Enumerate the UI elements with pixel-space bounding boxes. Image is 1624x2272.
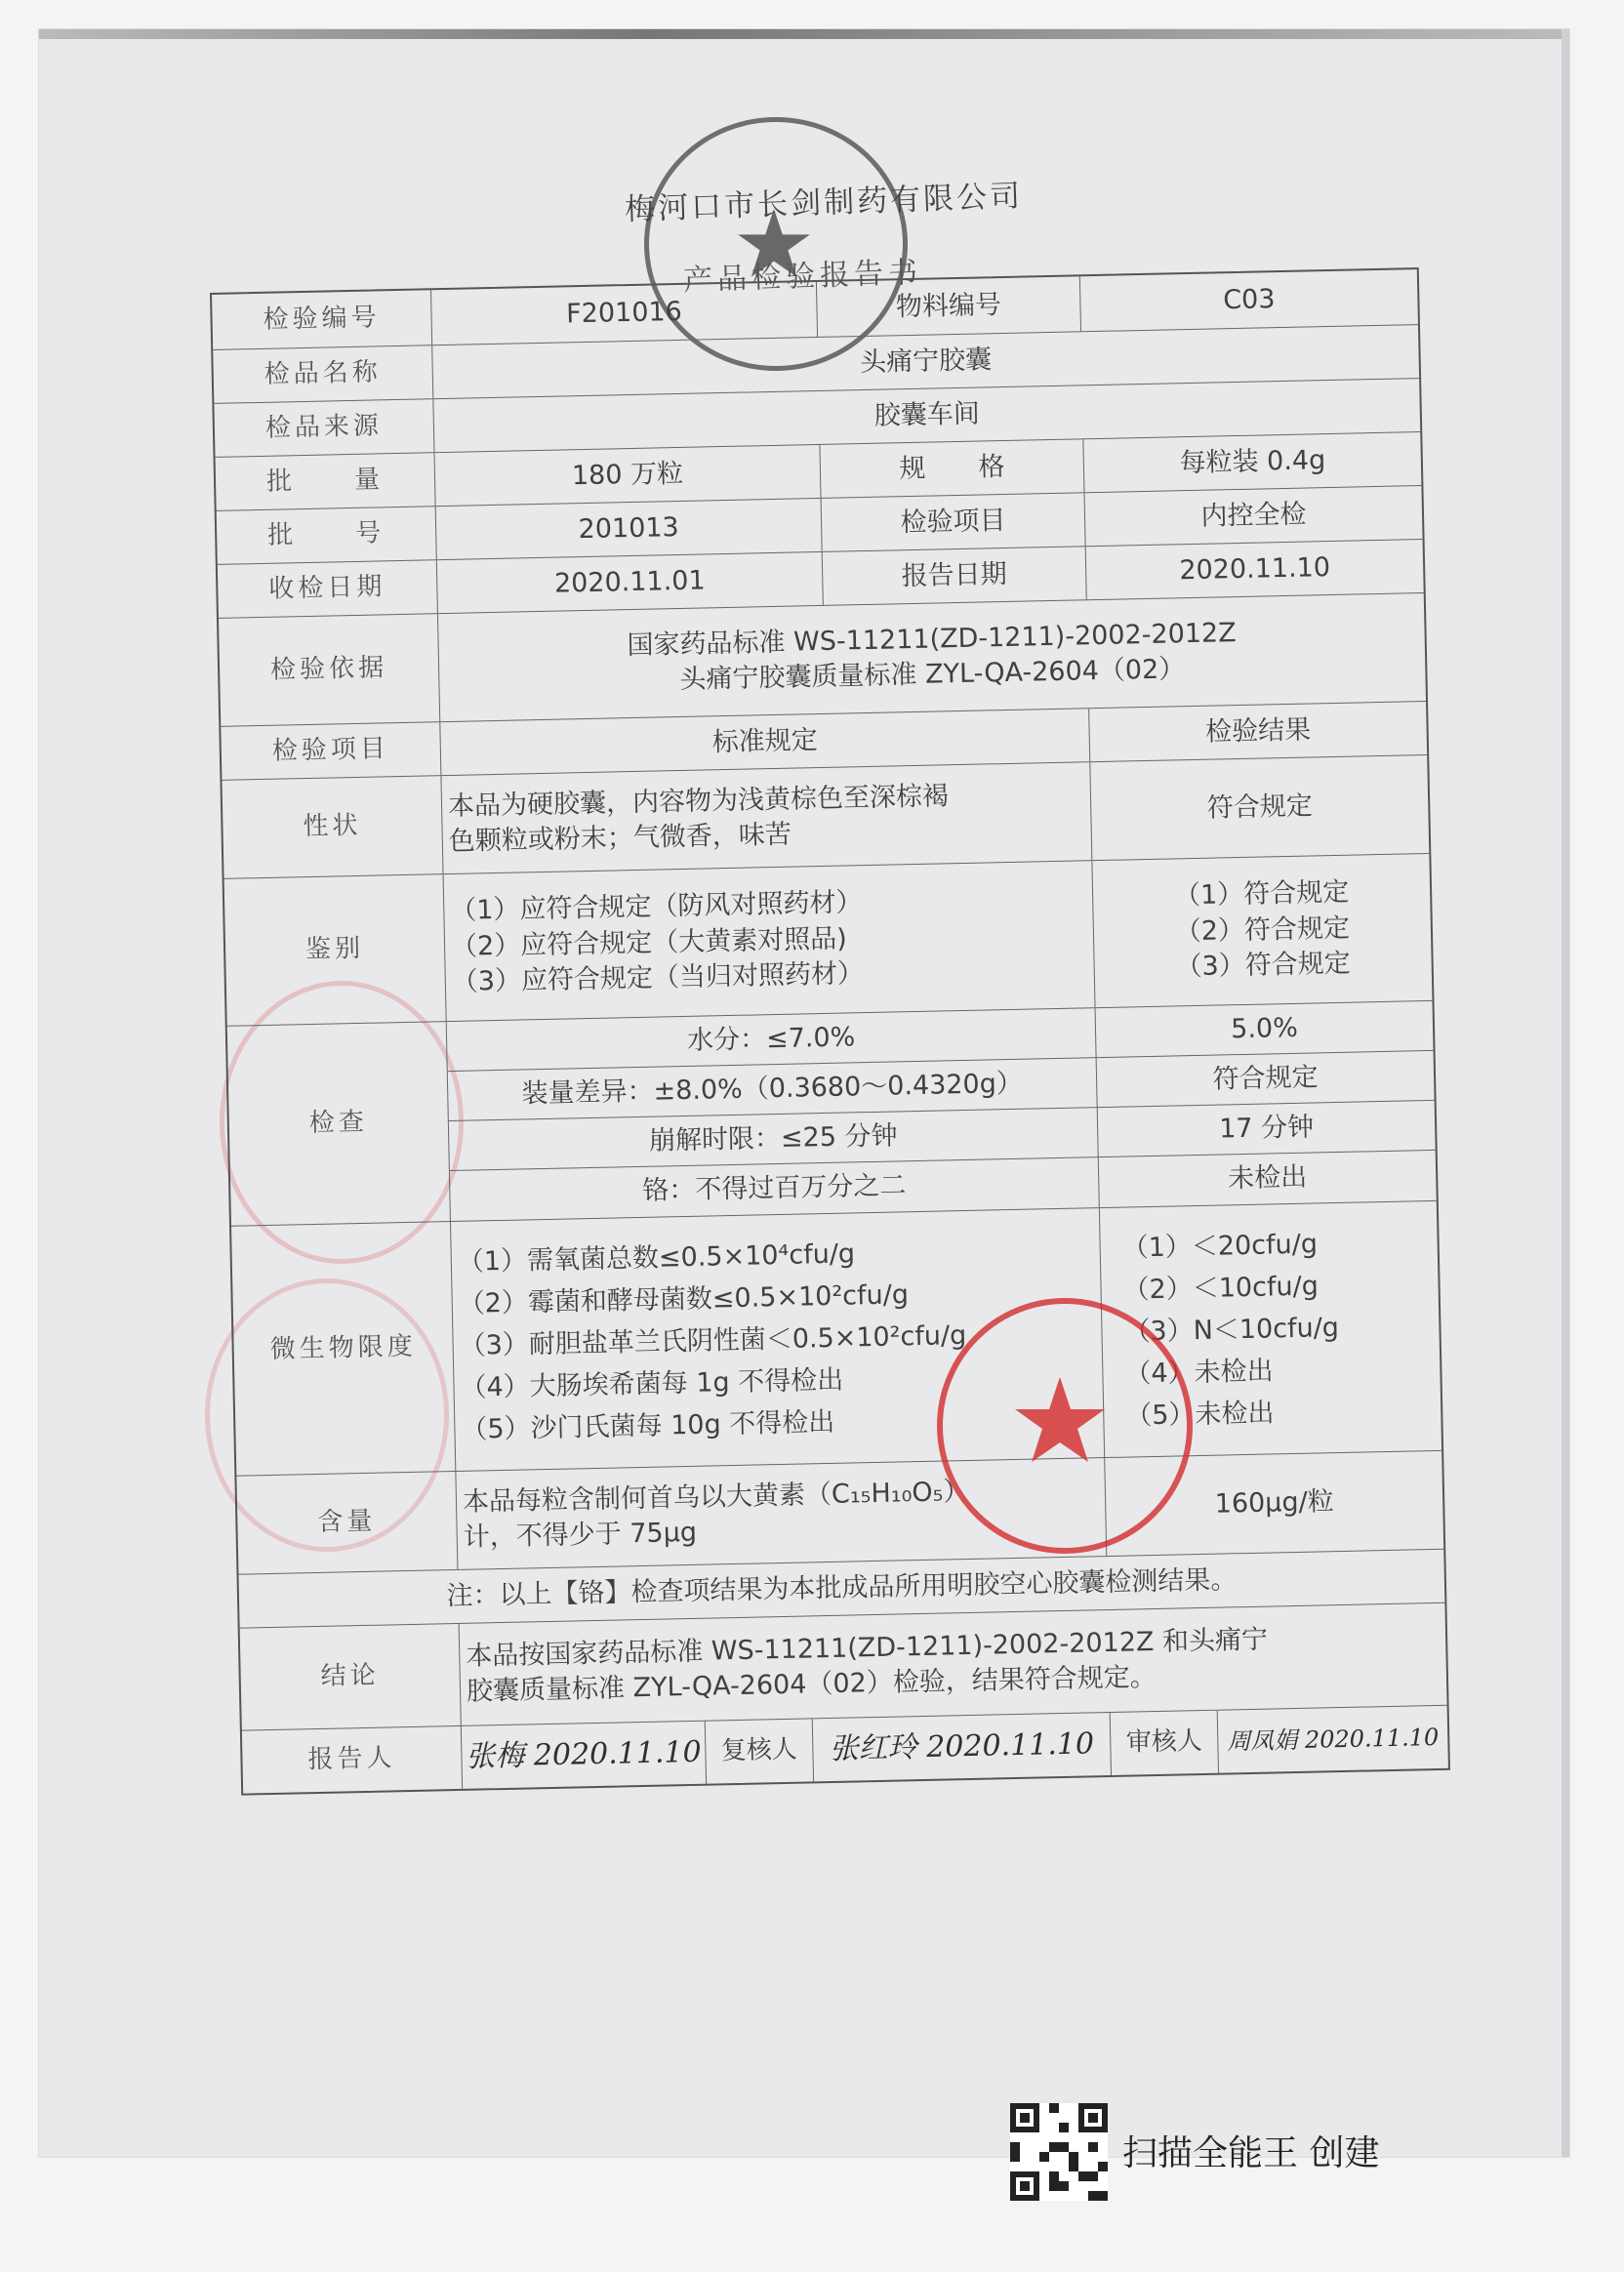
batch-no-label: 批 号 — [217, 507, 437, 564]
auditor-signature: 周凤娟 2020.11.10 — [1226, 1723, 1440, 1756]
qr-code-icon — [1010, 2103, 1108, 2201]
material-no-value: C03 — [1222, 283, 1276, 316]
check-label: 检查 — [227, 1022, 451, 1226]
content-std-line-2: 计，不得少于 75μg — [463, 1517, 698, 1553]
chromium-note: 注：以上【铬】检查项结果为本批成品所用明胶空心胶囊检测结果。 — [446, 1564, 1238, 1611]
appearance-result: 符合规定 — [1206, 791, 1314, 824]
conclusion-label: 结论 — [240, 1624, 462, 1730]
reviewer-signature-cell — [813, 1713, 1112, 1781]
content-result: 160μg/粒 — [1214, 1485, 1334, 1520]
identify-result-line: （2）符合规定 — [1174, 913, 1351, 948]
spec-label: 规 格 — [820, 439, 1084, 498]
spec-value: 每粒装 0.4g — [1179, 444, 1326, 479]
conclusion-line-1: 本品按国家药品标准 WS-11211(ZD-1211)-2002-2012Z 和头痛宁 — [465, 1624, 1269, 1672]
auditor-signature-cell — [1218, 1706, 1448, 1773]
col-item-header: 检验项目 — [221, 722, 441, 780]
col-result-header: 检验结果 — [1204, 714, 1312, 748]
appearance-standard — [441, 762, 1092, 873]
inspection-no-label: 检验编号 — [212, 290, 432, 349]
identify-std-line: （1）应符合规定（防风对照药材） — [450, 887, 863, 927]
batch-size-label: 批 量 — [216, 453, 436, 510]
content-label: 含量 — [236, 1472, 458, 1574]
auditor-label: 审核人 — [1111, 1711, 1219, 1775]
source-value: 胶囊车间 — [873, 398, 981, 431]
basis-line-1: 国家药品标准 WS-11211(ZD-1211)-2002-2012Z — [627, 617, 1237, 661]
company-name: 梅河口市长剑制药有限公司 — [624, 178, 1024, 228]
source-label: 检品来源 — [214, 399, 434, 457]
micro-std-line: （4）大肠埃希菌每 1g 不得检出 — [460, 1364, 844, 1403]
material-no-label: 物料编号 — [817, 276, 1081, 337]
check-item-result: 17 分钟 — [1218, 1112, 1315, 1145]
micro-result-line: （3）N＜10cfu/g — [1123, 1312, 1340, 1348]
reviewer-signature: 张红玲 2020.11.10 — [829, 1726, 1095, 1766]
inspection-no-value: F201016 — [431, 282, 818, 345]
conclusion-text — [460, 1603, 1447, 1725]
conclusion-line-2: 胶囊质量标准 ZYL-QA-2604（02）检验，结果符合规定。 — [466, 1662, 1157, 1707]
receive-date-label: 收检日期 — [218, 560, 438, 618]
micro-result-line: （5）未检出 — [1124, 1398, 1275, 1432]
check-item-standard: 水分：≤7.0% — [447, 1008, 1097, 1072]
item-value: 内控全检 — [1200, 499, 1307, 532]
company-seal-red — [937, 1298, 1193, 1554]
micro-result-line: （2）＜10cfu/g — [1122, 1271, 1320, 1306]
micro-std-line: （3）耐胆盐革兰氏阴性菌＜0.5×10²cfu/g — [459, 1319, 967, 1361]
micro-label: 微生物限度 — [231, 1222, 456, 1476]
identify-std-line: （3）应符合规定（当归对照药材） — [451, 958, 865, 998]
check-item-standard: 装量差异：±8.0%（0.3680～0.4320g） — [448, 1058, 1098, 1121]
basis-label: 检验依据 — [219, 614, 440, 726]
batch-size-value: 180 万粒 — [434, 445, 821, 506]
reviewer-label: 复核人 — [706, 1719, 814, 1783]
check-item-result: 5.0% — [1230, 1012, 1299, 1045]
identify-result-line: （3）符合规定 — [1175, 948, 1352, 983]
product-name-label: 检品名称 — [213, 345, 433, 403]
reporter-signature: 张梅 2020.11.10 — [465, 1734, 702, 1774]
table-row — [231, 1201, 1441, 1477]
identify-result — [1092, 854, 1432, 1007]
scan-edge-shadow — [39, 29, 1562, 39]
item-label: 检验项目 — [822, 493, 1086, 551]
identify-std-line: （2）应符合规定（大黄素对照品) — [450, 923, 848, 962]
basis-value — [438, 593, 1426, 721]
appearance-std-line-1: 本品为硬胶囊，内容物为浅黄棕色至深棕褐 — [447, 780, 950, 822]
report-date-value: 2020.11.10 — [1179, 551, 1331, 587]
product-name-value: 头痛宁胶囊 — [859, 345, 993, 378]
batch-no-value: 201013 — [436, 499, 823, 559]
report-title: 产品检验报告书 — [682, 255, 923, 299]
check-item-standard: 铬：不得过百万分之二 — [450, 1157, 1100, 1221]
table-row — [224, 854, 1433, 1027]
check-item-standard: 崩解时限：≤25 分钟 — [449, 1108, 1099, 1171]
micro-result-line: （4）未检出 — [1124, 1356, 1274, 1390]
check-items — [447, 1001, 1437, 1221]
content-std-line-1: 本品每粒含制何首乌以大黄素（C₁₅H₁₀O₅） — [462, 1476, 970, 1518]
micro-std-line: （5）沙门氏菌每 10g 不得检出 — [461, 1407, 835, 1446]
receive-date-value: 2020.11.01 — [437, 552, 824, 613]
identify-result-line: （1）符合规定 — [1173, 877, 1350, 912]
appearance-std-line-2: 色颗粒或粉末；气微香，味苦 — [448, 819, 792, 857]
seal-star-icon — [1011, 1372, 1109, 1470]
micro-result-line: （1）＜20cfu/g — [1121, 1228, 1319, 1264]
reporter-label: 报告人 — [242, 1726, 463, 1794]
micro-std-line: （1）需氧菌总数≤0.5×10⁴cfu/g — [457, 1237, 856, 1278]
report-date-label: 报告日期 — [823, 547, 1087, 605]
identify-standard — [444, 861, 1096, 1021]
table-row — [227, 1001, 1437, 1227]
check-item-result: 符合规定 — [1212, 1062, 1319, 1095]
identify-label: 鉴别 — [224, 874, 447, 1026]
check-item-result: 未检出 — [1227, 1161, 1308, 1195]
scanner-watermark: 扫描全能王 创建 — [1122, 2133, 1380, 2173]
reporter-signature-cell — [462, 1722, 707, 1789]
basis-line-2: 头痛宁胶囊质量标准 ZYL-QA-2604（02） — [679, 654, 1186, 695]
inspection-table — [210, 267, 1450, 1796]
micro-std-line: （2）霉菌和酵母菌数≤0.5×10²cfu/g — [458, 1278, 910, 1319]
col-standard-header: 标准规定 — [440, 709, 1090, 775]
appearance-label: 性状 — [222, 776, 443, 878]
